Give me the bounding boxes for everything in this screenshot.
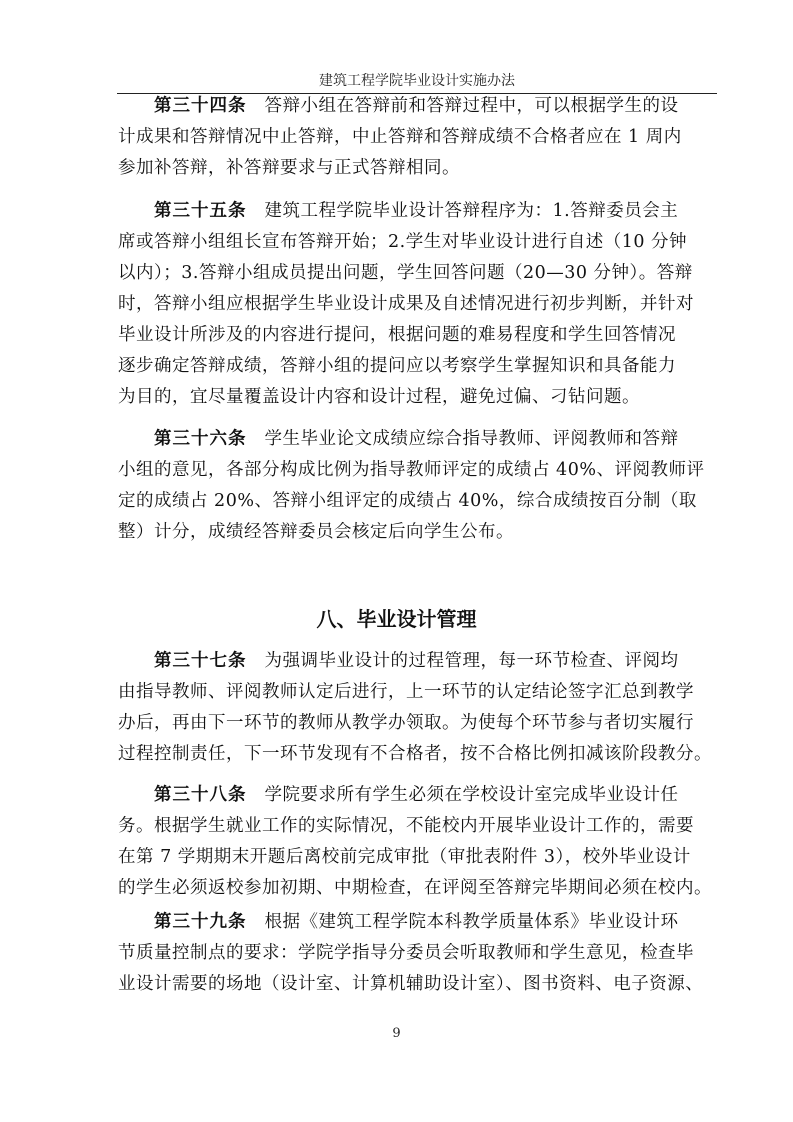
paragraph-line: 过程控制责任，下一环节发现有不合格者，按不合格比例扣减该阶段教分。 <box>118 744 712 764</box>
paragraph-line: 第三十四条 答辩小组在答辩前和答辩过程中，可以根据学生的设 <box>154 96 679 116</box>
paragraph-line: 第三十八条 学院要求所有学生必须在学校设计室完成毕业设计任 <box>154 785 679 805</box>
paragraph-line: 节质量控制点的要求：学院学指导分委员会听取教师和学生意见，检查毕 <box>118 943 694 963</box>
article-heading: 第三十六条 <box>154 429 247 449</box>
paragraph-line: 时，答辩小组应根据学生毕业设计成果及自述情况进行初步判断，并针对 <box>118 294 694 314</box>
paragraph-line: 务。根据学生就业工作的实际情况，不能校内开展毕业设计工作的，需要 <box>118 816 694 836</box>
paragraph-line: 办后，再由下一环节的教师从教学办领取。为使每个环节参与者切实履行 <box>118 713 694 733</box>
paragraph-line: 逐步确定答辩成绩，答辩小组的提问应以考察学生掌握知识和具备能力 <box>118 356 676 376</box>
article-37 <box>118 646 718 770</box>
page-number: 9 <box>392 1026 401 1041</box>
section-title: 八、毕业设计管理 <box>316 607 477 631</box>
running-header: 建筑工程学院毕业设计实施办法 <box>319 73 515 89</box>
paragraph-line: 第三十六条 学生毕业论文成绩应综合指导教师、评阅教师和答辩 <box>154 429 679 449</box>
paragraph-line: 的学生必须返校参加初期、中期检查，在评阅至答辩完毕期间必须在校内。 <box>118 878 712 898</box>
paragraph-line: 为目的，宜尽量覆盖设计内容和设计过程，避免过偏、刁钻问题。 <box>118 387 640 407</box>
paragraph-line: 毕业设计所涉及的内容进行提问，根据问题的难易程度和学生回答情况 <box>118 325 676 345</box>
paragraph-line: 参加补答辩，补答辩要求与正式答辩相同。 <box>118 158 460 178</box>
article-38 <box>118 780 718 904</box>
paragraph-line: 整）计分，成绩经答辩委员会核定后向学生公布。 <box>118 522 514 542</box>
paragraph-line: 计成果和答辩情况中止答辩，中止答辩和答辩成绩不合格者应在 1 周内 <box>118 127 682 147</box>
article-heading: 第三十四条 <box>154 96 247 116</box>
paragraph-line: 席或答辩小组组长宣布答辩开始；2.学生对毕业设计进行自述（10 分钟 <box>118 232 688 252</box>
article-heading: 第三十八条 <box>154 785 247 805</box>
article-heading: 第三十五条 <box>154 201 247 221</box>
article-heading: 第三十九条 <box>154 912 247 932</box>
paragraph-line: 第三十九条 根据《建筑工程学院本科教学质量体系》毕业设计环 <box>154 912 679 932</box>
paragraph-line: 由指导教师、评阅教师认定后进行，上一环节的认定结论签字汇总到教学 <box>118 682 694 702</box>
article-34 <box>118 91 718 184</box>
paragraph-line: 定的成绩占 20%、答辩小组评定的成绩占 40%，综合成绩按百分制（取 <box>118 491 697 511</box>
paragraph-line: 第三十五条 建筑工程学院毕业设计答辩程序为：1.答辩委员会主 <box>154 201 679 221</box>
paragraph-line: 小组的意见，各部分构成比例为指导教师评定的成绩占 40%、评阅教师评 <box>118 460 705 480</box>
article-36 <box>118 424 718 548</box>
article-35 <box>118 196 718 413</box>
paragraph-line: 以内）；3.答辩小组成员提出问题，学生回答问题（20—30 分钟）。答辩 <box>118 263 693 283</box>
paragraph-line: 在第 7 学期期末开题后离校前完成审批（审批表附件 3），校外毕业设计 <box>118 847 691 867</box>
article-39 <box>118 907 718 1000</box>
article-heading: 第三十七条 <box>154 651 247 671</box>
paragraph-line: 第三十七条 为强调毕业设计的过程管理，每一环节检查、评阅均 <box>154 651 679 671</box>
paragraph-line: 业设计需要的场地（设计室、计算机辅助设计室）、图书资料、电子资源、 <box>118 974 704 994</box>
